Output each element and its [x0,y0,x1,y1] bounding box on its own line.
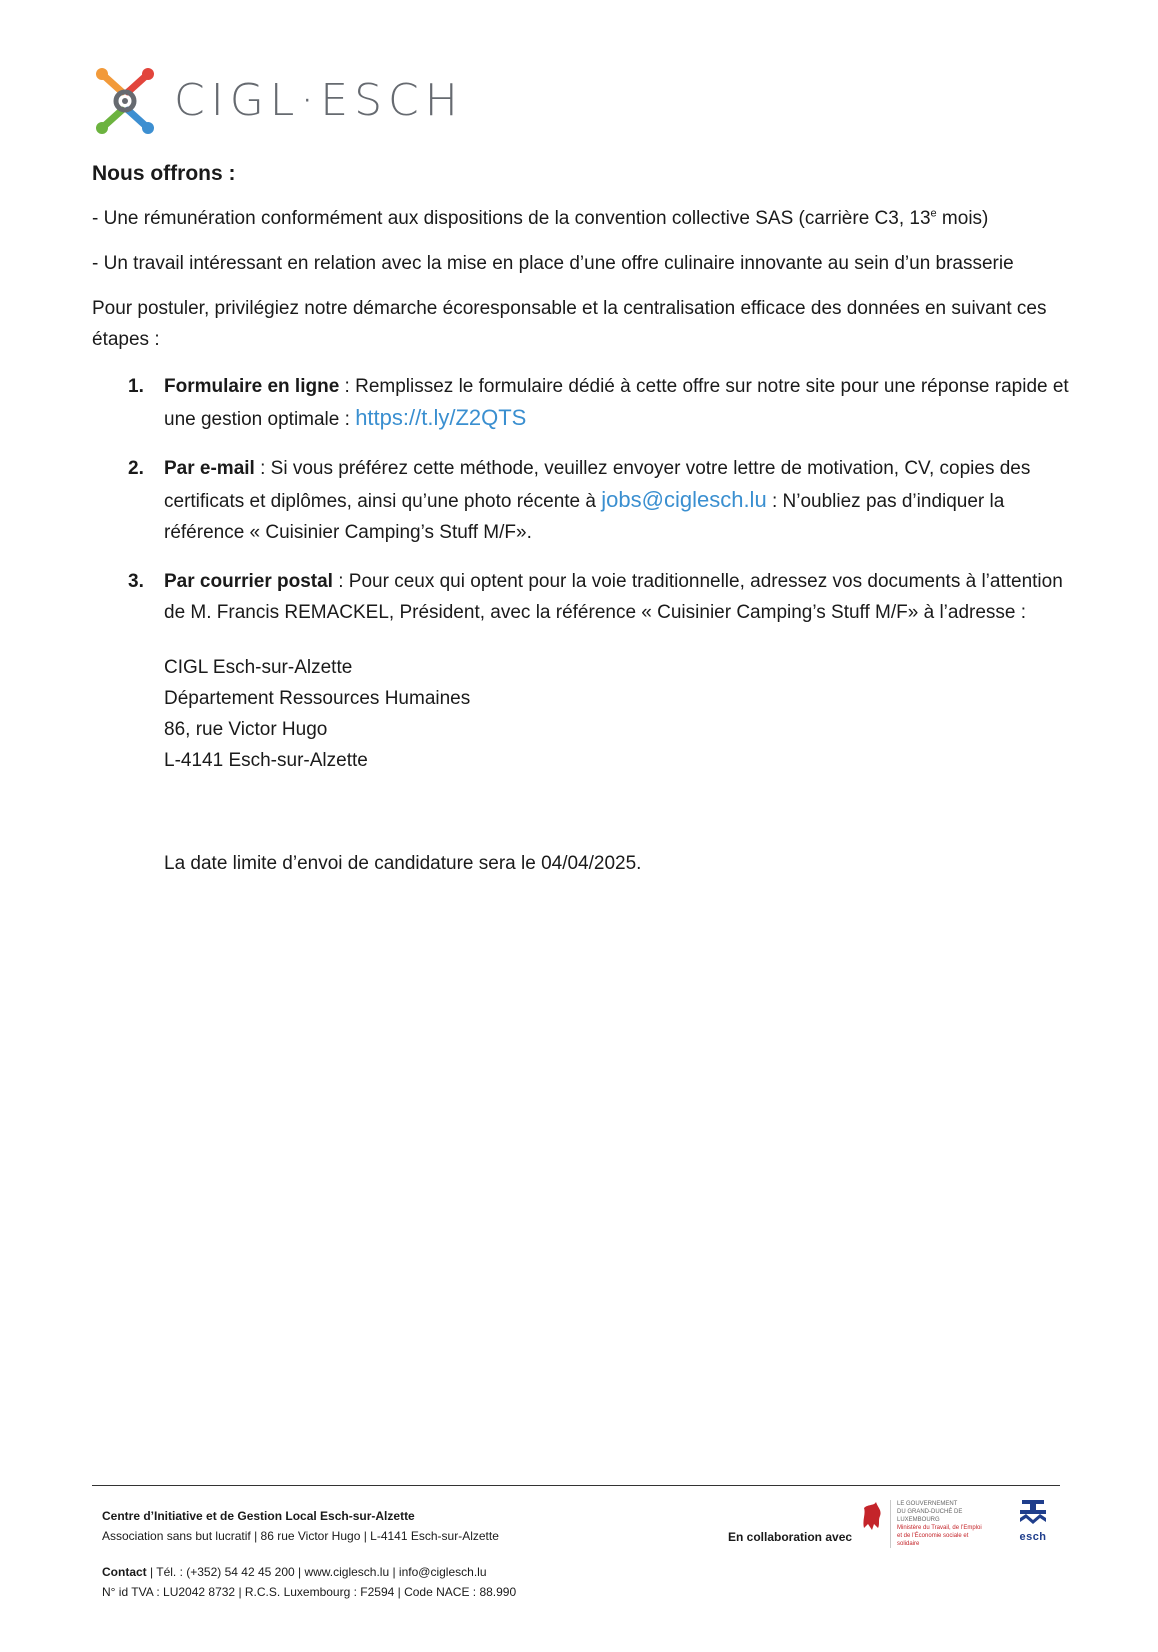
footer-divider [92,1485,1060,1486]
footer-org-address: Association sans but lucratif | 86 rue Victor Hugo | L-4141 Esch-sur-Alzette [102,1529,499,1543]
offer-heading: Nous offrons : [92,162,236,185]
offer-item-salary-text: - Une rémunération conformément aux dispositions de la convention collective SAS (carrière C3, 13 [92,208,931,229]
offer-item-salary-sup: e [930,207,937,220]
footer-contact [102,1562,516,1582]
step-email [92,453,1072,548]
gov-line: LE GOUVERNEMENT [897,1501,958,1507]
red-lion-icon [858,1500,884,1532]
footer-contact-details: | Tél. : (+352) 54 42 45 200 | www.ciglesch.lu | info@ciglesch.lu [146,1565,487,1579]
cigl-esch-logo [92,64,464,138]
offer-item-salary [92,203,1072,234]
step-text: : Remplissez le formulaire dédié à cette offre sur notre site pour une réponse rapide et une gestion optimale : [164,376,1069,430]
deadline-text: La date limite d’envoi de candidature sera le 04/04/2025. [164,853,642,874]
apply-intro: Pour postuler, privilégiez notre démarche écoresponsable et la centralisation efficace des données en suivant ces étapes : [92,298,1047,350]
footer-info [102,1506,516,1602]
form-link[interactable]: https://t.ly/Z2QTS [355,405,527,430]
step-title: Par e-mail [164,458,255,479]
offer-section [92,158,1072,879]
government-text [890,1500,992,1548]
esch-logo [1018,1500,1048,1543]
application-steps [92,371,1072,628]
gov-line: et de l’Économie sociale et solidaire [897,1533,969,1547]
offer-item-work: - Un travail intéressant en relation avec la mise en place d’une offre culinaire innovante au sein d’un brasserie [92,253,1014,274]
footer-tax: N° id TVA : LU2042 8732 | R.C.S. Luxembourg : F2594 | Code NACE : 88.990 [102,1585,517,1599]
step-number: 3. [128,571,144,592]
step-title: Formulaire en ligne [164,376,340,397]
step-postal [92,566,1072,628]
email-link[interactable]: jobs@ciglesch.lu [601,487,767,512]
address-line: L-4141 Esch-sur-Alzette [164,750,368,771]
step-title: Par courrier postal [164,571,333,592]
gov-line: DU GRAND-DUCHÉ DE LUXEMBOURG [897,1509,963,1523]
step-online-form [92,371,1072,435]
footer-contact-label: Contact [102,1565,147,1579]
offer-item-salary-end: mois) [936,208,989,229]
postal-address [164,652,1072,776]
step-number: 2. [128,458,144,479]
government-logo [858,1500,992,1548]
address-line: 86, rue Victor Hugo [164,719,328,740]
step-text-after: : N’oubliez pas d’indiquer la référence « Cuisinier Camping’s Stuff M/F». [164,491,1005,543]
gov-line: Ministère du Travail, de l’Emploi [897,1525,982,1531]
footer-org-name: Centre d’Initiative et de Gestion Local Esch-sur-Alzette [102,1509,415,1523]
address-line: Département Ressources Humaines [164,688,471,709]
logo-wordmark: CIGL·ESCH [174,75,464,126]
step-number: 1. [128,376,144,397]
step-text: : Si vous préférez cette méthode, veuillez envoyer votre lettre de motivation, CV, copies des certificats et diplômes, ainsi qu’une photo récente à [164,458,1031,512]
address-line: CIGL Esch-sur-Alzette [164,657,353,678]
step-text: : Pour ceux qui optent pour la voie traditionnelle, adressez vos documents à l’attention de M. Francis REMACKEL, Président, avec la référence « Cuisinier Camping’s Stuff M/F» à l’adresse : [164,571,1063,623]
cigl-logo-icon [92,64,158,138]
esch-logo-text: esch [1019,1531,1047,1543]
collaboration-label: En collaboration avec [728,1530,853,1544]
esch-emblem-icon [1018,1500,1048,1524]
